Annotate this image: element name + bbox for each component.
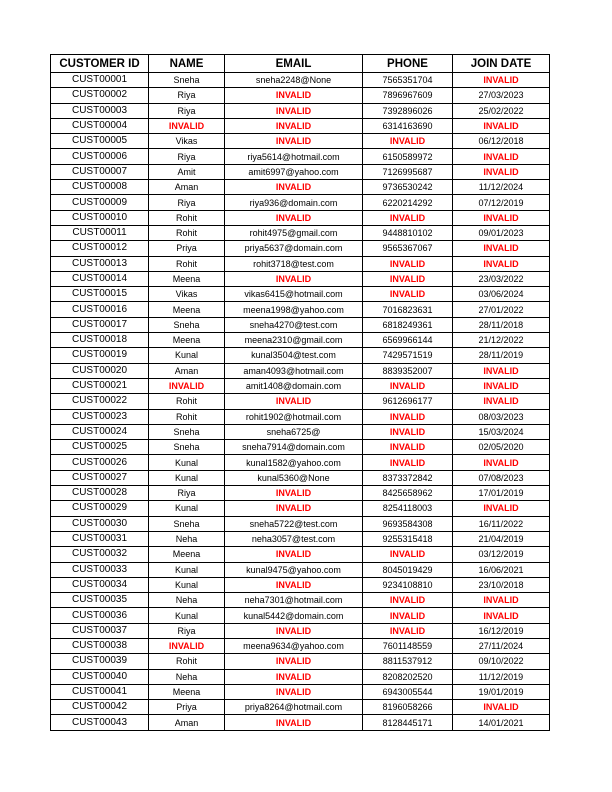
cell-join-date: 21/04/2019 — [453, 531, 550, 546]
cell-name: Sneha — [149, 516, 225, 531]
cell-join-date: 27/03/2023 — [453, 88, 550, 103]
cell-email: kunal3504@test.com — [225, 348, 363, 363]
cell-customer-id: CUST00041 — [51, 684, 149, 699]
table-row — [51, 134, 550, 149]
cell-name: INVALID — [149, 118, 225, 133]
table-row — [51, 486, 550, 501]
cell-customer-id: CUST00014 — [51, 271, 149, 286]
cell-join-date: 07/12/2019 — [453, 195, 550, 210]
cell-customer-id: CUST00033 — [51, 562, 149, 577]
cell-customer-id: CUST00006 — [51, 149, 149, 164]
cell-join-date: 27/01/2022 — [453, 302, 550, 317]
table-row — [51, 669, 550, 684]
cell-customer-id: CUST00027 — [51, 470, 149, 485]
cell-phone: INVALID — [363, 455, 453, 470]
table-row — [51, 715, 550, 730]
table-row — [51, 225, 550, 240]
cell-email: INVALID — [225, 501, 363, 516]
cell-join-date: INVALID — [453, 394, 550, 409]
cell-phone: INVALID — [363, 134, 453, 149]
cell-name: Aman — [149, 715, 225, 730]
cell-customer-id: CUST00007 — [51, 164, 149, 179]
cell-email: INVALID — [225, 134, 363, 149]
table-row — [51, 88, 550, 103]
cell-email: INVALID — [225, 118, 363, 133]
cell-customer-id: CUST00040 — [51, 669, 149, 684]
cell-email: INVALID — [225, 669, 363, 684]
cell-name: Vikas — [149, 287, 225, 302]
cell-customer-id: CUST00043 — [51, 715, 149, 730]
cell-customer-id: CUST00024 — [51, 424, 149, 439]
cell-email: INVALID — [225, 577, 363, 592]
cell-customer-id: CUST00039 — [51, 654, 149, 669]
cell-customer-id: CUST00025 — [51, 440, 149, 455]
cell-customer-id: CUST00031 — [51, 531, 149, 546]
cell-name: Priya — [149, 241, 225, 256]
cell-join-date: 27/11/2024 — [453, 638, 550, 653]
cell-customer-id: CUST00034 — [51, 577, 149, 592]
cell-join-date: 28/11/2019 — [453, 348, 550, 363]
cell-email: neha3057@test.com — [225, 531, 363, 546]
cell-customer-id: CUST00009 — [51, 195, 149, 210]
cell-phone: INVALID — [363, 378, 453, 393]
table-row — [51, 210, 550, 225]
table-row — [51, 302, 550, 317]
cell-email: vikas6415@hotmail.com — [225, 287, 363, 302]
cell-phone: INVALID — [363, 547, 453, 562]
cell-join-date: 07/08/2023 — [453, 470, 550, 485]
cell-name: Rohit — [149, 225, 225, 240]
cell-customer-id: CUST00038 — [51, 638, 149, 653]
cell-name: Kunal — [149, 562, 225, 577]
cell-customer-id: CUST00028 — [51, 486, 149, 501]
header-name: NAME — [149, 55, 225, 73]
cell-customer-id: CUST00035 — [51, 593, 149, 608]
cell-name: Rohit — [149, 210, 225, 225]
table-row — [51, 593, 550, 608]
cell-email: riya5614@hotmail.com — [225, 149, 363, 164]
cell-name: Aman — [149, 363, 225, 378]
table-row — [51, 424, 550, 439]
table-row — [51, 317, 550, 332]
cell-customer-id: CUST00005 — [51, 134, 149, 149]
cell-name: Sneha — [149, 424, 225, 439]
cell-phone: 7392896026 — [363, 103, 453, 118]
cell-customer-id: CUST00029 — [51, 501, 149, 516]
cell-customer-id: CUST00012 — [51, 241, 149, 256]
cell-name: Kunal — [149, 501, 225, 516]
cell-join-date: INVALID — [453, 149, 550, 164]
cell-email: rohit1902@hotmail.com — [225, 409, 363, 424]
cell-join-date: 02/05/2020 — [453, 440, 550, 455]
cell-name: Meena — [149, 547, 225, 562]
table-row — [51, 348, 550, 363]
cell-phone: 9693584308 — [363, 516, 453, 531]
table-row — [51, 103, 550, 118]
cell-email: amit6997@yahoo.com — [225, 164, 363, 179]
cell-join-date: 23/10/2018 — [453, 577, 550, 592]
cell-name: Riya — [149, 88, 225, 103]
header-row — [51, 55, 550, 73]
cell-phone: 8196058266 — [363, 700, 453, 715]
cell-email: INVALID — [225, 103, 363, 118]
cell-phone: 9736530242 — [363, 180, 453, 195]
cell-email: meena2310@gmail.com — [225, 333, 363, 348]
cell-email: amit1408@domain.com — [225, 378, 363, 393]
cell-email: kunal5360@None — [225, 470, 363, 485]
cell-name: Riya — [149, 486, 225, 501]
cell-phone: INVALID — [363, 608, 453, 623]
cell-phone: 7016823631 — [363, 302, 453, 317]
cell-email: kunal5442@domain.com — [225, 608, 363, 623]
cell-join-date: 15/03/2024 — [453, 424, 550, 439]
cell-name: Amit — [149, 164, 225, 179]
table-row — [51, 638, 550, 653]
cell-phone: INVALID — [363, 287, 453, 302]
cell-phone: 8373372842 — [363, 470, 453, 485]
cell-join-date: INVALID — [453, 455, 550, 470]
cell-name: Meena — [149, 684, 225, 699]
cell-customer-id: CUST00008 — [51, 180, 149, 195]
table-row — [51, 516, 550, 531]
cell-name: Riya — [149, 623, 225, 638]
table-row — [51, 470, 550, 485]
cell-email: meena1998@yahoo.com — [225, 302, 363, 317]
cell-customer-id: CUST00018 — [51, 333, 149, 348]
table-row — [51, 684, 550, 699]
header-join-date: JOIN DATE — [453, 55, 550, 73]
cell-phone: 7429571519 — [363, 348, 453, 363]
table-row — [51, 256, 550, 271]
cell-email: INVALID — [225, 394, 363, 409]
cell-name: Rohit — [149, 394, 225, 409]
cell-email: sneha2248@None — [225, 73, 363, 88]
cell-customer-id: CUST00036 — [51, 608, 149, 623]
cell-phone: 8811537912 — [363, 654, 453, 669]
cell-name: Riya — [149, 149, 225, 164]
cell-email: priya8264@hotmail.com — [225, 700, 363, 715]
cell-email: meena9634@yahoo.com — [225, 638, 363, 653]
cell-name: Vikas — [149, 134, 225, 149]
cell-name: Aman — [149, 180, 225, 195]
cell-email: sneha7914@domain.com — [225, 440, 363, 455]
table-body — [51, 73, 550, 731]
cell-name: Neha — [149, 669, 225, 684]
cell-email: INVALID — [225, 547, 363, 562]
cell-customer-id: CUST00017 — [51, 317, 149, 332]
cell-phone: INVALID — [363, 593, 453, 608]
cell-join-date: 23/03/2022 — [453, 271, 550, 286]
cell-customer-id: CUST00016 — [51, 302, 149, 317]
cell-phone: 8839352007 — [363, 363, 453, 378]
cell-name: INVALID — [149, 378, 225, 393]
cell-email: kunal1582@yahoo.com — [225, 455, 363, 470]
cell-name: Meena — [149, 302, 225, 317]
cell-name: Riya — [149, 103, 225, 118]
cell-phone: 8128445171 — [363, 715, 453, 730]
cell-phone: 6150589972 — [363, 149, 453, 164]
cell-customer-id: CUST00003 — [51, 103, 149, 118]
cell-name: Kunal — [149, 455, 225, 470]
customer-table — [50, 54, 550, 731]
table-row — [51, 195, 550, 210]
cell-name: Sneha — [149, 73, 225, 88]
table-row — [51, 118, 550, 133]
cell-customer-id: CUST00021 — [51, 378, 149, 393]
cell-join-date: 09/01/2023 — [453, 225, 550, 240]
cell-email: INVALID — [225, 684, 363, 699]
cell-join-date: 08/03/2023 — [453, 409, 550, 424]
cell-phone: 9565367067 — [363, 241, 453, 256]
table-row — [51, 654, 550, 669]
cell-name: Riya — [149, 195, 225, 210]
cell-phone: INVALID — [363, 409, 453, 424]
cell-email: rohit3718@test.com — [225, 256, 363, 271]
cell-email: priya5637@domain.com — [225, 241, 363, 256]
cell-join-date: INVALID — [453, 118, 550, 133]
cell-join-date: 09/10/2022 — [453, 654, 550, 669]
cell-join-date: 06/12/2018 — [453, 134, 550, 149]
cell-phone: INVALID — [363, 623, 453, 638]
cell-phone: 9255315418 — [363, 531, 453, 546]
cell-email: INVALID — [225, 623, 363, 638]
header-customer-id: CUSTOMER ID — [51, 55, 149, 73]
cell-phone: 8208202520 — [363, 669, 453, 684]
table-row — [51, 700, 550, 715]
cell-join-date: 28/11/2018 — [453, 317, 550, 332]
table-row — [51, 501, 550, 516]
cell-join-date: 03/06/2024 — [453, 287, 550, 302]
cell-customer-id: CUST00026 — [51, 455, 149, 470]
cell-customer-id: CUST00001 — [51, 73, 149, 88]
cell-customer-id: CUST00004 — [51, 118, 149, 133]
table-row — [51, 333, 550, 348]
cell-join-date: 14/01/2021 — [453, 715, 550, 730]
table-row — [51, 394, 550, 409]
table-row — [51, 287, 550, 302]
cell-name: Sneha — [149, 317, 225, 332]
cell-phone: 6943005544 — [363, 684, 453, 699]
cell-phone: INVALID — [363, 210, 453, 225]
table-row — [51, 149, 550, 164]
table-row — [51, 440, 550, 455]
cell-phone: INVALID — [363, 424, 453, 439]
cell-join-date: 17/01/2019 — [453, 486, 550, 501]
cell-email: sneha6725@ — [225, 424, 363, 439]
cell-join-date: 21/12/2022 — [453, 333, 550, 348]
cell-customer-id: CUST00037 — [51, 623, 149, 638]
cell-name: Rohit — [149, 256, 225, 271]
cell-name: Sneha — [149, 440, 225, 455]
cell-phone: INVALID — [363, 440, 453, 455]
cell-join-date: 03/12/2019 — [453, 547, 550, 562]
cell-customer-id: CUST00042 — [51, 700, 149, 715]
cell-email: riya936@domain.com — [225, 195, 363, 210]
cell-customer-id: CUST00032 — [51, 547, 149, 562]
cell-email: sneha4270@test.com — [225, 317, 363, 332]
cell-phone: 7565351704 — [363, 73, 453, 88]
table-row — [51, 164, 550, 179]
cell-join-date: INVALID — [453, 378, 550, 393]
cell-email: INVALID — [225, 88, 363, 103]
cell-phone: 8045019429 — [363, 562, 453, 577]
table-row — [51, 363, 550, 378]
table-row — [51, 180, 550, 195]
cell-join-date: INVALID — [453, 501, 550, 516]
cell-join-date: INVALID — [453, 164, 550, 179]
cell-email: INVALID — [225, 486, 363, 501]
cell-name: Meena — [149, 271, 225, 286]
table-row — [51, 623, 550, 638]
cell-email: INVALID — [225, 271, 363, 286]
table-row — [51, 562, 550, 577]
cell-phone: 8254118003 — [363, 501, 453, 516]
cell-customer-id: CUST00020 — [51, 363, 149, 378]
table-row — [51, 547, 550, 562]
table-row — [51, 73, 550, 88]
cell-phone: 9234108810 — [363, 577, 453, 592]
cell-join-date: 19/01/2019 — [453, 684, 550, 699]
table-row — [51, 378, 550, 393]
cell-join-date: INVALID — [453, 210, 550, 225]
cell-name: Neha — [149, 593, 225, 608]
cell-customer-id: CUST00022 — [51, 394, 149, 409]
table-row — [51, 531, 550, 546]
cell-join-date: INVALID — [453, 593, 550, 608]
cell-phone: INVALID — [363, 256, 453, 271]
cell-customer-id: CUST00002 — [51, 88, 149, 103]
cell-customer-id: CUST00023 — [51, 409, 149, 424]
cell-phone: 6220214292 — [363, 195, 453, 210]
table-row — [51, 271, 550, 286]
cell-name: Kunal — [149, 577, 225, 592]
cell-name: Kunal — [149, 470, 225, 485]
cell-email: aman4093@hotmail.com — [225, 363, 363, 378]
cell-email: kunal9475@yahoo.com — [225, 562, 363, 577]
cell-customer-id: CUST00011 — [51, 225, 149, 240]
cell-email: neha7301@hotmail.com — [225, 593, 363, 608]
cell-join-date: INVALID — [453, 241, 550, 256]
cell-join-date: 25/02/2022 — [453, 103, 550, 118]
cell-customer-id: CUST00015 — [51, 287, 149, 302]
cell-join-date: 16/06/2021 — [453, 562, 550, 577]
cell-join-date: 11/12/2019 — [453, 669, 550, 684]
cell-phone: 6569966144 — [363, 333, 453, 348]
cell-name: Meena — [149, 333, 225, 348]
cell-phone: 6818249361 — [363, 317, 453, 332]
cell-name: Kunal — [149, 348, 225, 363]
cell-join-date: INVALID — [453, 700, 550, 715]
cell-join-date: 16/12/2019 — [453, 623, 550, 638]
cell-name: Neha — [149, 531, 225, 546]
cell-email: INVALID — [225, 654, 363, 669]
header-email: EMAIL — [225, 55, 363, 73]
cell-phone: INVALID — [363, 271, 453, 286]
cell-join-date: 16/11/2022 — [453, 516, 550, 531]
cell-email: INVALID — [225, 180, 363, 195]
cell-customer-id: CUST00013 — [51, 256, 149, 271]
cell-name: Kunal — [149, 608, 225, 623]
cell-phone: 7896967609 — [363, 88, 453, 103]
cell-email: sneha5722@test.com — [225, 516, 363, 531]
cell-join-date: 11/12/2024 — [453, 180, 550, 195]
cell-phone: 7126995687 — [363, 164, 453, 179]
table-row — [51, 455, 550, 470]
header-phone: PHONE — [363, 55, 453, 73]
table-row — [51, 409, 550, 424]
cell-name: INVALID — [149, 638, 225, 653]
cell-join-date: INVALID — [453, 73, 550, 88]
cell-join-date: INVALID — [453, 363, 550, 378]
cell-name: Rohit — [149, 409, 225, 424]
cell-customer-id: CUST00030 — [51, 516, 149, 531]
cell-customer-id: CUST00010 — [51, 210, 149, 225]
cell-name: Rohit — [149, 654, 225, 669]
cell-phone: 8425658962 — [363, 486, 453, 501]
cell-phone: 6314163690 — [363, 118, 453, 133]
cell-email: rohit4975@gmail.com — [225, 225, 363, 240]
table-row — [51, 608, 550, 623]
cell-join-date: INVALID — [453, 256, 550, 271]
cell-phone: 9448810102 — [363, 225, 453, 240]
table-row — [51, 241, 550, 256]
cell-customer-id: CUST00019 — [51, 348, 149, 363]
cell-phone: 9612696177 — [363, 394, 453, 409]
cell-phone: 7601148559 — [363, 638, 453, 653]
cell-email: INVALID — [225, 715, 363, 730]
cell-join-date: INVALID — [453, 608, 550, 623]
table-row — [51, 577, 550, 592]
cell-email: INVALID — [225, 210, 363, 225]
cell-name: Priya — [149, 700, 225, 715]
